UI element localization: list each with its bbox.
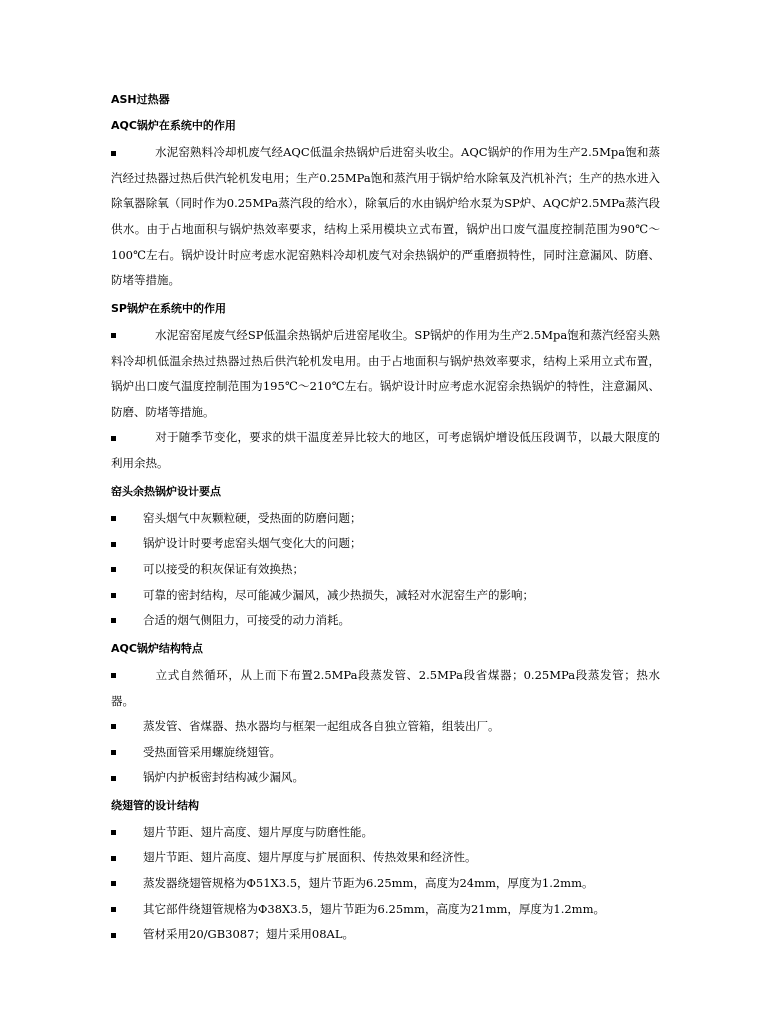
list-item [111,922,660,948]
list-item [111,608,660,634]
bullet-marker [111,724,143,729]
list-item-text: 锅炉设计时要考虑窑头烟气变化大的问题； [143,536,362,551]
list-item-text: 合适的烟气侧阻力，可接受的动力消耗。 [143,613,350,628]
list-item-text: 蒸发管、省煤器、热水器均与框架一起组成各自独立管箱，组装出厂。 [143,719,500,734]
list-item [111,820,660,846]
list-item [111,897,660,923]
section-heading-aqc-role: AQC锅炉在系统中的作用 [111,119,236,132]
section-heading-finned-tube: 绕翅管的设计结构 [111,798,199,812]
section-heading-sp-role: SP锅炉在系统中的作用 [111,301,226,315]
list-item [111,765,660,791]
bullet-marker [111,140,155,166]
section-heading-kiln-head-design: 窑头余热锅炉设计要点 [111,484,221,498]
bullet-marker [111,426,155,452]
list-item [111,557,660,583]
list-item-text: 其它部件绕翅管规格为Φ38X3.5，翅片节距为6.25mm，高度为21mm，厚度为1.2mm。 [143,901,605,916]
bullet-marker [111,856,143,861]
bullet-marker [111,750,143,755]
bullet-marker [111,933,143,938]
list-item [111,531,660,557]
bullet-marker [111,618,143,623]
list-item [111,583,660,609]
paragraph-text: 对于随季节变化，要求的烘干温度差异比较大的地区，可考虑锅炉增设低压段调节，以最大限度的利用余热。 [111,430,660,471]
list-item-text: 受热面管采用螺旋绕翅管。 [143,744,281,759]
list-item [111,714,660,740]
bullet-marker [111,567,143,572]
list-item [111,506,660,532]
document-body [111,92,660,948]
list-item [111,740,660,766]
bullet-marker [111,881,143,886]
paragraph-text: 水泥窑窑尾废气经SP低温余热锅炉后进窑尾收尘。SP锅炉的作用为生产2.5Mpa饱和蒸汽经窑头熟料冷却机低温余热过热器过热后供汽轮机发电用。由于占地面积与锅炉热效率要求，结构上采用立式布置，锅炉出口废气温度控制范围为195℃～210℃左右。锅炉设计时应考虑水泥窑余热锅炉的特性，注意漏风、防磨、防堵等措施。 [111,327,660,419]
list-item [111,845,660,871]
bullet-marker [111,593,143,598]
bullet-marker [111,542,143,547]
bullet-marker [111,663,155,689]
list-item-text: 蒸发器绕翅管规格为Φ51X3.5，翅片节距为6.25mm，高度为24mm，厚度为1.2mm。 [143,876,594,891]
paragraph-text: 水泥窑熟料冷却机废气经AQC低温余热锅炉后进窑头收尘。AQC锅炉的作用为生产2.5Mpa饱和蒸汽经过热器过热后供汽轮机发电用；生产0.25MPa饱和蒸汽用于锅炉给水除氧及汽机补汽；生产的热水进入除氧器除氧（同时作为0.25MPa蒸汽段的给水），除氧后的水由锅炉给水泵为SP炉、AQC炉2.5MPa蒸汽段供水。由于占地面积与锅炉热效率要求，结构上采用模块立式布置，锅炉出口废气温度控制范围为90℃～100℃左右。锅炉设计时应考虑水泥窑熟料冷却机废气对余热锅炉的严重磨损特性，同时注意漏风、防磨、防堵等措施。 [111,145,660,288]
bullet-marker [111,516,143,521]
bullet-marker [111,323,155,349]
paragraph-aqc-role [111,140,660,294]
section-heading-aqc-structure: AQC锅炉结构特点 [111,641,203,655]
bullet-marker [111,907,143,912]
paragraph-sp-seasonal [111,425,660,476]
list-item-text: 翅片节距、翅片高度、翅片厚度与防磨性能。 [143,824,373,839]
document-title: ASH过热器 [111,93,170,106]
list-item-text: 窑头烟气中灰颗粒硬，受热面的防磨问题； [143,510,362,525]
list-item-text: 锅炉内护板密封结构减少漏风。 [143,770,304,785]
bullet-marker [111,830,143,835]
bullet-marker [111,776,143,781]
list-item-text: 可靠的密封结构，尽可能减少漏风，减少热损失，减轻对水泥窑生产的影响； [143,587,534,602]
paragraph-sp-role [111,323,660,426]
list-item-text: 管材采用20/GB3087；翅片采用08AL。 [143,927,354,942]
paragraph-text: 立式自然循环，从上而下布置2.5MPa段蒸发管、2.5MPa段省煤器；0.25MPa段蒸发管；热水器。 [111,667,660,708]
list-item-text: 翅片节距、翅片高度、翅片厚度与扩展面积、传热效果和经济性。 [143,850,477,865]
paragraph-aqc-structure [111,663,660,714]
list-item [111,871,660,897]
list-item-text: 可以接受的积灰保证有效换热； [143,561,304,576]
